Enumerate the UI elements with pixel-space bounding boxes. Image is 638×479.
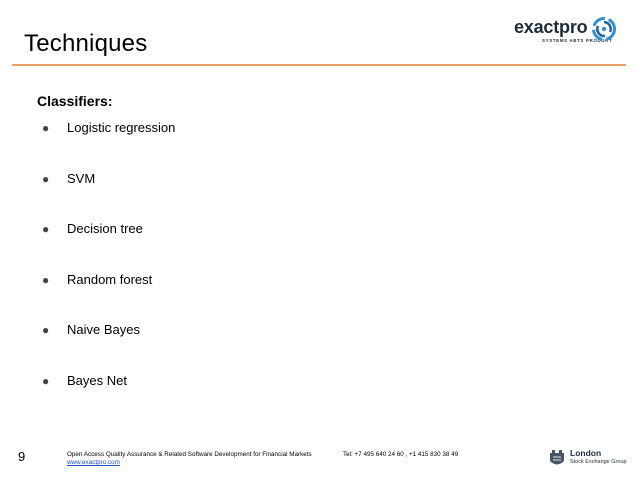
bullet-icon: ● (42, 121, 50, 135)
lse-group-logo (548, 449, 628, 471)
bullet-icon: ● (42, 171, 50, 186)
exactpro-logo (514, 17, 614, 49)
slide-title: Techniques (24, 30, 148, 57)
list-item-text: Decision tree (67, 221, 143, 236)
bullet-icon: ● (42, 323, 50, 337)
title-divider (12, 64, 626, 66)
website-link[interactable]: www.exactpro.com (67, 459, 120, 466)
bullet-icon: ● (42, 222, 50, 236)
bullet-icon: ● (42, 272, 50, 287)
lse-subname: Stock Exchange Group (570, 459, 627, 465)
footer-info (67, 451, 312, 467)
lse-crest-icon (548, 449, 566, 469)
bullet-icon: ● (42, 373, 50, 388)
list-item-text: Logistic regression (67, 120, 176, 135)
exactpro-swirl-icon (592, 17, 616, 41)
footer-tagline: Open Access Quality Assurance & Related Software Development for Financial Markets (67, 451, 312, 458)
page-number: 9 (18, 449, 26, 464)
list-item-text: Random forest (67, 271, 153, 287)
list-item-text: Naive Bayes (67, 322, 140, 337)
logo-tagline: SYSTEMS ABTS PRODUKT (542, 38, 613, 43)
logo-wordmark: exactpro (514, 17, 588, 37)
section-subheading: Classifiers: (37, 93, 113, 109)
lse-name: London (570, 448, 602, 458)
footer-phone: Tel: +7 495 640 24 60 , +1 415 830 38 49 (343, 451, 459, 458)
list-item-text: SVM (67, 170, 96, 186)
list-item-text: Bayes Net (67, 372, 127, 388)
